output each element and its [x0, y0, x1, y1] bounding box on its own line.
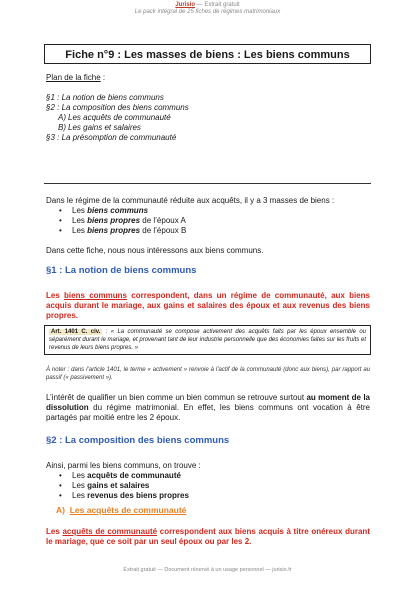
- article-label: Art. 1401 C. civ.: [51, 329, 101, 335]
- intro-after: Dans cette fiche, nous nous intéressons aux biens communs.: [46, 246, 264, 255]
- list-item-suffix: de l’époux A: [140, 216, 186, 225]
- list-item-prefix: Les: [72, 491, 88, 500]
- definition-body: correspondent, dans un régime de communauté, aux biens acquis durant le mariage, aux gains et salaires des époux et aux revenus des biens propres.: [46, 291, 371, 320]
- paragraph-lead: L’intérêt de qualifier un bien comme un bien commun se retrouve surtout: [46, 393, 307, 402]
- list-item: [72, 206, 368, 216]
- article-1401-quote: [44, 325, 371, 355]
- plan-block: [46, 73, 189, 143]
- composition-list: [46, 471, 201, 501]
- section-1-heading: §1 : La notion de biens communs: [46, 265, 197, 276]
- list-item: [72, 481, 201, 491]
- plan-subitem-label: Les gains et salaires: [68, 123, 141, 132]
- header-tag: — Extrait gratuit: [195, 2, 240, 8]
- list-item: [72, 491, 201, 501]
- intro-block: [46, 196, 368, 256]
- plan-colon: :: [100, 73, 106, 82]
- plan-subitem: [46, 113, 189, 123]
- list-item-prefix: Les: [72, 481, 88, 490]
- list-item-bold: acquêts de communauté: [87, 471, 181, 480]
- plan-subitem-label: Les acquêts de communauté: [68, 113, 171, 122]
- list-item-bold: gains et salaires: [87, 481, 150, 490]
- composition-block: [46, 461, 201, 501]
- subsection-a-key: A): [56, 505, 65, 515]
- list-item-bold: biens propres: [87, 216, 141, 225]
- paragraph-body: du régime matrimonial. En effet, les biens communs ont vocation à être partagés par moitié entre les 2 époux.: [46, 403, 370, 422]
- subsection-a-title: Les acquêts de communauté: [69, 505, 187, 515]
- divider: [44, 183, 371, 184]
- plan-item: §3 : La présomption de communauté: [46, 133, 177, 142]
- list-item-bold: biens propres: [87, 226, 141, 235]
- list-item-prefix: Les: [72, 226, 88, 235]
- plan-title: Plan de la fiche: [46, 73, 101, 82]
- list-item-bold: revenus des biens propres: [87, 491, 189, 500]
- header-subtitle: Le pack intégral de 25 fiches de régimes matrimoniaux: [134, 9, 281, 15]
- list-item-prefix: Les: [72, 206, 88, 215]
- plan-subitem-key: B): [58, 123, 66, 132]
- plan-item: §2 : La composition des biens communs: [46, 103, 189, 112]
- definition-lead: Les: [46, 527, 63, 536]
- list-item-bold: biens communs: [87, 206, 149, 215]
- list-item-prefix: Les: [72, 216, 88, 225]
- list-item: [72, 226, 368, 236]
- paragraph-bold: au moment de la dissolution: [46, 393, 371, 412]
- mass-list: [46, 206, 368, 236]
- list-item: [72, 471, 201, 481]
- article-text: : « La communauté se compose activement des acquêts faits par les époux ensemble ou séparément durant le mariage, et provenant tant de leur industrie personnelle que des économies faites sur les fruits et revenus de leurs biens propres. »: [49, 329, 367, 351]
- definition-acquets: [46, 527, 370, 547]
- plan-subitem-key: A): [58, 113, 66, 122]
- list-item-suffix: de l’époux B: [140, 226, 187, 235]
- composition-lead: Ainsi, parmi les biens communs, on trouve :: [46, 461, 201, 470]
- page-title: Fiche n°9 : Les masses de biens : Les biens communs: [44, 44, 371, 64]
- list-item-prefix: Les: [72, 471, 88, 480]
- note: À noter : dans l’article 1401, le terme « activement » renvoie à l’actif de la communauté (donc aux biens), par rapport au passif (« passivement »).: [46, 367, 370, 381]
- page-header: [0, 2, 415, 16]
- definition-lead: Les: [46, 291, 65, 300]
- definition-term: acquêts de communauté: [62, 527, 158, 536]
- intro-lead: Dans le régime de la communauté réduite aux acquêts, il y a 3 masses de biens :: [46, 196, 335, 205]
- definition-term: biens communs: [64, 291, 127, 300]
- subsection-a-heading: [56, 505, 186, 515]
- list-item: [72, 216, 368, 226]
- definition-biens-communs: [46, 291, 370, 321]
- section-2-heading: §2 : La composition des biens communs: [46, 435, 230, 446]
- plan-subitem: [46, 123, 189, 133]
- page-footer: Extrait gratuit — Document réservé à un usage personnel — jurisio.fr: [123, 567, 292, 573]
- definition-body: correspondent aux biens acquis à titre onéreux durant le mariage, que ce soit par un seul époux ou par les 2.: [46, 527, 370, 546]
- brand-name[interactable]: Jurisio: [175, 2, 195, 8]
- plan-item: §1 : La notion de biens communs: [46, 93, 164, 102]
- interest-paragraph: [46, 393, 370, 423]
